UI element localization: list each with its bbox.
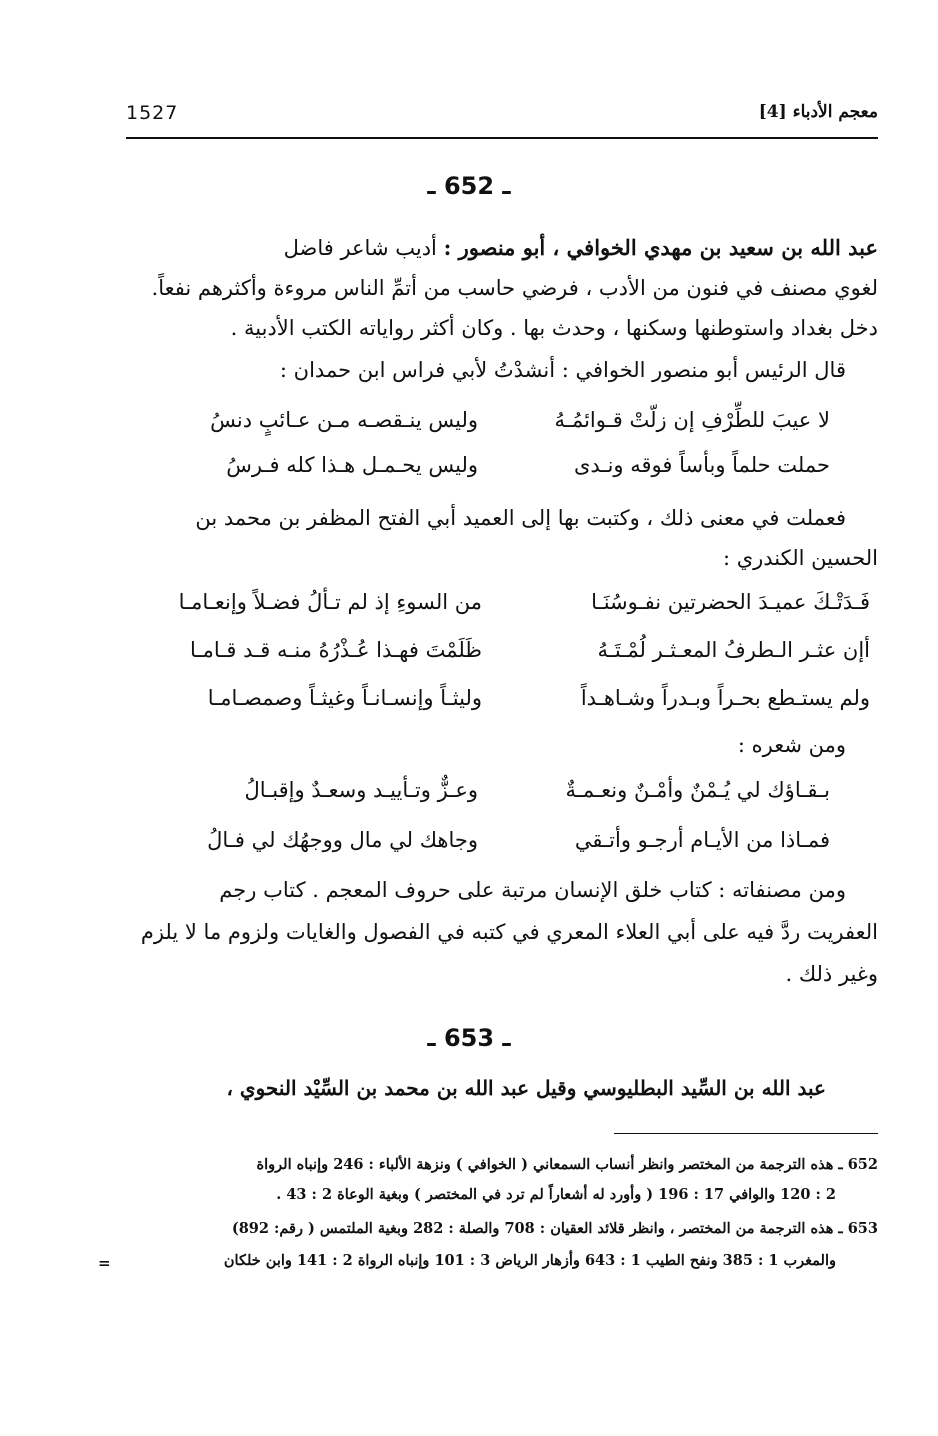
entry-652-intro-line-1 [126, 228, 878, 268]
entry-652-intro-line-2: لغوي مصنف في فنون من الأدب ، فرضي حاسب من أتمِّ الناس مروءة وأكثرهم نفعاً. [151, 276, 878, 300]
entry-number-652: ـ 652 ـ [427, 172, 511, 200]
entry-652-intro-rest: أديب شاعر فاضل [283, 236, 444, 260]
works-line-1: ومن مصنفاته : كتاب خلق الإنسان مرتبة على حروف المعجم . كتاب رجم [219, 878, 846, 902]
verse-line [126, 820, 878, 860]
footnote-653-line-2: والمغرب 1 : 385 ونفح الطيب 1 : 643 وأزهار الرياض 3 : 101 وإنباه الرواة 2 : 141 وابن خلكان [223, 1252, 836, 1269]
page-header [126, 100, 878, 130]
verse-line [126, 678, 878, 718]
verse-hemistich-2: وليس ينـقصـه مـن عـائبٍ دنسُ [210, 408, 478, 432]
verse-line [126, 630, 878, 670]
more-poetry-label: ومن شعره : [737, 733, 846, 757]
verse-hemistich-2: وعـزٌّ وتـأييـد وسعـدٌ وإقبـالُ [244, 778, 478, 802]
quote-intro: قال الرئيس أبو منصور الخوافي : أنشدْتُ لأبي فراس ابن حمدان : [279, 358, 846, 382]
verse-line [126, 582, 878, 622]
verse-line [126, 400, 878, 440]
verse-line [126, 445, 878, 485]
verse-hemistich-1: فَـدَتْـكَ عميـدَ الحضرتين نفـوسُنَـا [591, 590, 870, 614]
bridge-line-2: الحسين الكندري : [722, 546, 878, 570]
footnote-652-line-2: 2 : 120 والوافي 17 : 196 ( وأورد له أشعاراً لم ترد في المختصر ) وبغية الوعاة 2 : 43 . [276, 1186, 836, 1203]
verse-hemistich-2: وليثـاً وإنسـانـاً وغيثـاً وصمصـامـا [207, 686, 482, 710]
works-line-3: وغير ذلك . [785, 962, 878, 986]
verse-hemistich-1: ولم يستـطع بحـراً وبـدراً وشـاهـداً [580, 686, 870, 710]
page-number: 1527 [126, 102, 179, 124]
footnote-653-line-1: 653 ـ هذه الترجمة من المختصر ، وانظر قلائد العقيان : 708 والصلة : 282 وبغية الملتمس ( رقم: 892) [231, 1220, 878, 1237]
verse-hemistich-1: بـقـاؤك لي يُـمْنٌ وأمْـنٌ ونعـمـةٌ [565, 778, 830, 802]
entry-652-name: عبد الله بن سعيد بن مهدي الخوافي ، أبو منصور : [443, 235, 878, 260]
entry-number-653: ـ 653 ـ [427, 1024, 511, 1052]
verse-hemistich-2: وليس يحـمـل هـذا كله فـرسُ [226, 453, 478, 477]
works-line-2: العفريت ردَّ فيه على أبي العلاء المعري في كتبه في الفصول والغايات ولزوم ما لا يلزم [140, 920, 878, 944]
entry-653-name-line: عبد الله بن السِّيد البطليوسي وقيل عبد الله بن محمد بن السِّيْد النحوي ، [226, 1076, 826, 1100]
entry-652-intro-line-3: دخل بغداد واستوطنها وسكنها ، وحدث بها . وكان أكثر رواياته الكتب الأدبية . [230, 316, 878, 340]
footnote-rule [614, 1133, 878, 1134]
verse-hemistich-1: لا عيبَ للطِّرْفِ إن زلّتْ قـوائمُـهُ [554, 408, 830, 432]
bridge-line-1: فعملت في معنى ذلك ، وكتبت بها إلى العميد أبي الفتح المظفر بن محمد بن [195, 506, 846, 530]
running-title: معجم الأدباء [4] [758, 102, 878, 122]
verse-hemistich-2: ظَلَمْتَ فهـذا عُـذْرُهُ منـه قـد قـامـا [190, 638, 482, 662]
verse-hemistich-1: فمـاذا من الأيـام أرجـو وأتـقي [574, 828, 830, 852]
footnote-continuation-mark: = [98, 1254, 111, 1272]
verse-hemistich-1: أإن عثـر الـطرفُ المعـثـر لُمْـتَـهُ [597, 638, 870, 662]
verse-hemistich-2: وجاهك لي مال ووجهُك لي فـالُ [207, 828, 478, 852]
header-rule [126, 137, 878, 139]
verse-line [126, 770, 878, 810]
verse-hemistich-1: حملت حلماً وبأساً فوقه ونـدى [573, 453, 830, 477]
footnote-652-line-1: 652 ـ هذه الترجمة من المختصر وانظر أنساب السمعاني ( الخوافي ) ونزهة الألباء : 246 وإنباه الرواة [256, 1156, 878, 1173]
verse-hemistich-2: من السوءِ إذ لم تـألُ فضـلاً وإنعـامـا [178, 590, 482, 614]
